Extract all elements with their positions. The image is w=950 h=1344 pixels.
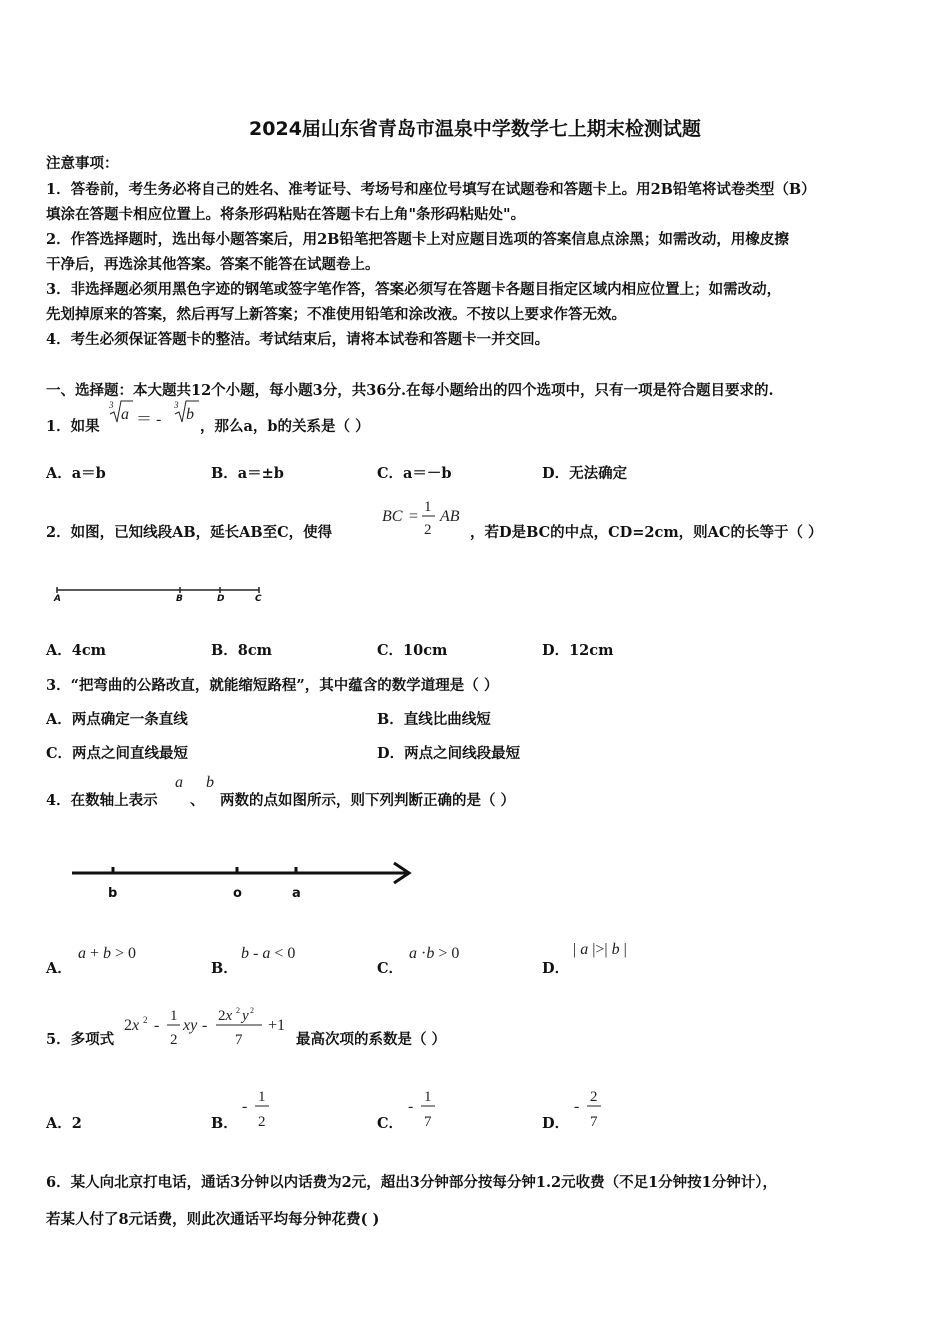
- q6-stem-line: 若某人付了8元话费，则此次通话平均每分钟花费( ): [46, 1211, 380, 1228]
- point-label-a: A: [54, 594, 61, 604]
- q5-option-d-fraction: [572, 1084, 608, 1134]
- notice-line: 填涂在答题卡相应位置上。将条形码粘贴在答题卡右上角"条形码粘贴处"。: [46, 206, 526, 223]
- svg-text:2: 2: [250, 1006, 254, 1015]
- q3-option-d: D．两点之间线段最短: [377, 745, 521, 762]
- q5-option-d: D．: [542, 1115, 570, 1132]
- q5-stem-end: 最高次项的系数是（ ）: [296, 1031, 447, 1048]
- q1-stem-start: 1．如果: [46, 418, 100, 435]
- q4-option-c-formula: a ·b > 0: [409, 945, 460, 962]
- svg-text:1: 1: [424, 1089, 432, 1105]
- svg-text:-: -: [574, 1098, 580, 1115]
- svg-text:2: 2: [424, 522, 432, 538]
- svg-text:-: -: [202, 1017, 208, 1034]
- axis-label-b: b: [108, 886, 118, 901]
- q5-option-b-fraction: [240, 1084, 276, 1134]
- q5-option-c-fraction: [406, 1084, 442, 1134]
- svg-text:y: y: [242, 1008, 249, 1024]
- svg-text:-: -: [408, 1098, 414, 1115]
- svg-text:xy: xy: [183, 1017, 198, 1034]
- notice-line: 4．考生必须保证答题卡的整洁。考试结束后，请将本试卷和答题卡一并交回。: [46, 331, 550, 348]
- point-label-c: C: [255, 594, 262, 604]
- q3-option-a: A．两点确定一条直线: [46, 711, 188, 728]
- q1-option-d: D．无法确定: [542, 465, 628, 482]
- q5-option-c: C．: [377, 1115, 404, 1132]
- svg-text:1: 1: [258, 1089, 266, 1105]
- svg-text:+1: +1: [268, 1017, 286, 1034]
- q4-option-b: B．: [211, 960, 238, 977]
- q1-option-c: C．a＝－b: [377, 465, 452, 482]
- notice-line: 2．作答选择题时，选出每小题答案后，用2B铅笔把答题卡上对应题目选项的答案信息点涂黑；如需改动，用橡皮擦: [46, 231, 789, 248]
- number-line-figure: [70, 855, 420, 890]
- svg-text:-: -: [154, 1017, 160, 1034]
- q5-option-b: B．: [211, 1115, 238, 1132]
- svg-text:BC: BC: [382, 508, 403, 525]
- q2-stem-start: 2．如图，已知线段AB，延长AB至C，使得: [46, 524, 333, 541]
- q1-stem-end: ，那么a，b的关系是（ ）: [200, 418, 370, 435]
- q2-segment-figure: [50, 584, 270, 608]
- q2-formula: [380, 494, 470, 542]
- q1-option-b: B．a＝±b: [211, 465, 284, 482]
- notice-heading: 注意事项：: [46, 155, 119, 172]
- svg-text:-: -: [242, 1098, 248, 1115]
- svg-text:7: 7: [424, 1114, 432, 1130]
- q2-stem-end: ，若D是BC的中点，CD=2cm，则AC的长等于（ ）: [470, 524, 823, 541]
- point-label-d: D: [217, 594, 225, 604]
- q5-polynomial: [122, 1000, 296, 1052]
- q1-option-a: A．a＝b: [46, 465, 106, 482]
- svg-text:=: =: [409, 508, 419, 525]
- svg-text:3: 3: [109, 400, 114, 410]
- svg-text:AB: AB: [440, 508, 460, 525]
- q4-option-a-formula: a + b > 0: [78, 945, 137, 962]
- svg-text:2: 2: [170, 1032, 178, 1048]
- svg-text:2: 2: [143, 1015, 148, 1025]
- q5-stem-start: 5．多项式: [46, 1031, 115, 1048]
- axis-label-o: o: [233, 886, 242, 901]
- q4-stem-start: 4．在数轴上表示: [46, 792, 158, 809]
- q3-option-c: C．两点之间直线最短: [46, 745, 189, 762]
- svg-text:1: 1: [424, 499, 432, 515]
- svg-text:2: 2: [590, 1089, 598, 1105]
- svg-text:2: 2: [258, 1114, 266, 1130]
- q3-stem: 3．“把弯曲的公路改直，就能缩短路程”，其中蕴含的数学道理是（ ）: [46, 677, 499, 694]
- q4-option-c: C．: [377, 960, 404, 977]
- q5-option-a: A．2: [46, 1115, 82, 1132]
- q4-option-b-formula: b - a < 0: [241, 945, 296, 962]
- q2-option-b: B．8cm: [211, 642, 273, 659]
- notice-line: 1．答卷前，考生务必将自己的姓名、准考证号、考场号和座位号填写在试题卷和答题卡上。用2B铅笔将试卷类型（B）: [46, 181, 816, 198]
- section-heading: 一、选择题：本大题共12个小题，每小题3分，共36分.在每小题给出的四个选项中，只有一项是符合题目要求的.: [46, 382, 774, 399]
- point-label-b: B: [176, 594, 183, 604]
- svg-text:b: b: [186, 406, 194, 423]
- notice-line: 干净后，再选涂其他答案。答案不能答在试题卷上。: [46, 256, 380, 273]
- q4-stem-sep: 、: [190, 792, 205, 809]
- svg-text:1: 1: [170, 1008, 178, 1024]
- svg-text:2x: 2x: [218, 1008, 233, 1024]
- svg-text:3: 3: [174, 400, 179, 410]
- notice-line: 3．非选择题必须用黑色字迹的钢笔或签字笔作答，答案必须写在答题卡各题目指定区域内相应位置上；如需改动，: [46, 281, 782, 298]
- q4-option-d-formula: | a |>| b |: [573, 941, 627, 958]
- q4-option-a: A．: [46, 960, 72, 977]
- svg-text:7: 7: [590, 1114, 598, 1130]
- q4-var-a: a: [175, 774, 183, 791]
- q4-stem-end: 两数的点如图所示，则下列判断正确的是（ ）: [220, 792, 516, 809]
- svg-text:2x: 2x: [124, 1017, 140, 1034]
- q2-option-d: D．12cm: [542, 642, 614, 659]
- page-title: 2024届山东省青岛市温泉中学数学七上期末检测试题: [249, 118, 701, 140]
- q4-var-b: b: [206, 774, 214, 791]
- q1-formula: [106, 398, 201, 434]
- q4-option-d: D．: [542, 960, 570, 977]
- q2-option-c: C．10cm: [377, 642, 448, 659]
- svg-text:＝ -: ＝ -: [136, 411, 162, 428]
- svg-text:2: 2: [236, 1006, 240, 1015]
- q3-option-b: B．直线比曲线短: [377, 711, 491, 728]
- axis-label-a: a: [292, 886, 301, 901]
- q2-option-a: A．4cm: [46, 642, 107, 659]
- svg-text:a: a: [121, 406, 129, 423]
- svg-text:7: 7: [235, 1032, 243, 1048]
- notice-line: 先划掉原来的答案，然后再写上新答案；不准使用铅笔和涂改液。不按以上要求作答无效。: [46, 306, 626, 323]
- q6-stem-line: 6．某人向北京打电话，通话3分钟以内话费为2元，超出3分钟部分按每分钟1.2元收费（不足1分钟按1分钟计），: [46, 1174, 778, 1191]
